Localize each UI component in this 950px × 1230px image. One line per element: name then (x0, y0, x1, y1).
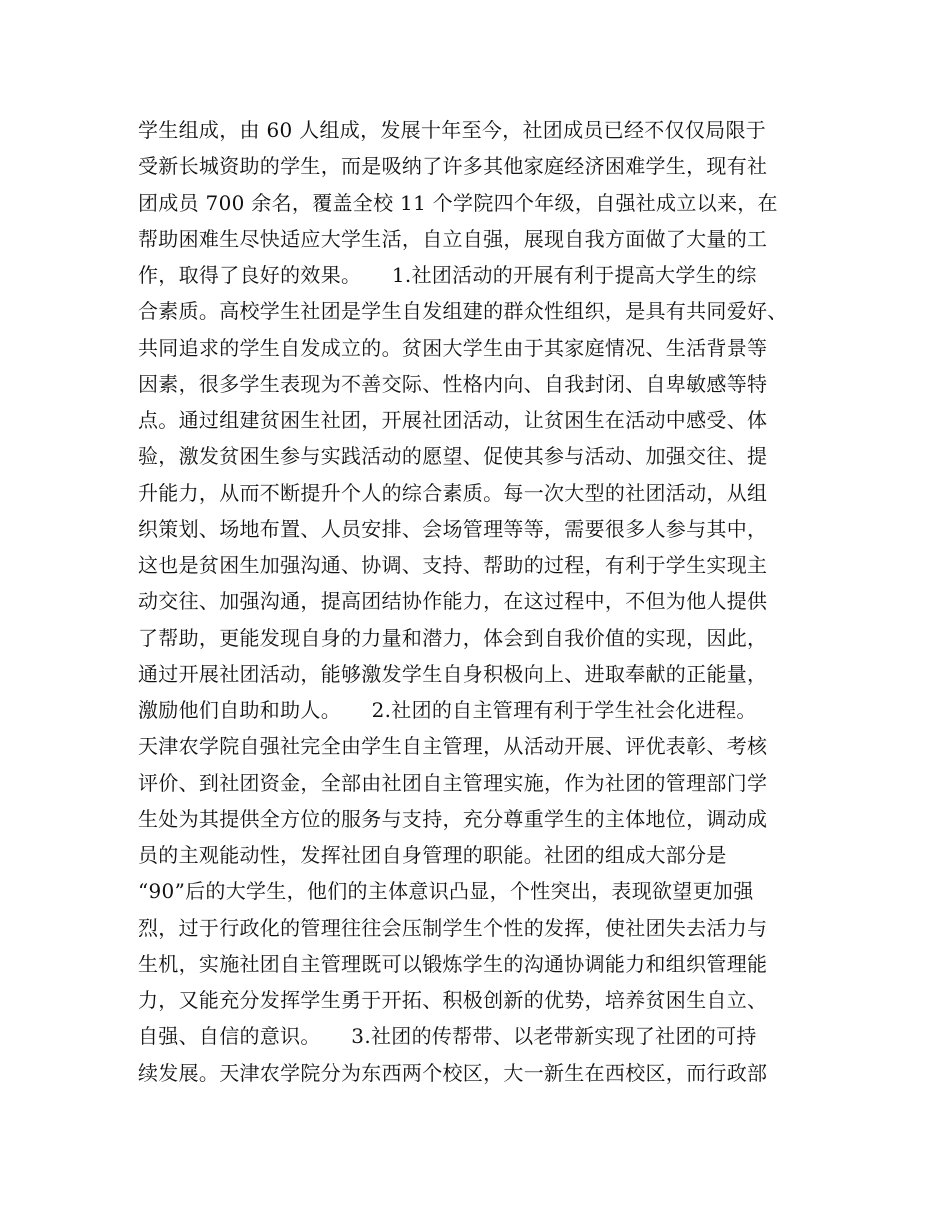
text-line: 因素，很多学生表现为不善交际、性格内向、自我封闭、自卑敏感等特 (138, 371, 768, 396)
text-line: 学生组成，由 60 人组成，发展十年至今，社团成员已经不仅仅局限于 (138, 118, 767, 142)
text-line: 生处为其提供全方位的服务与支持，充分尊重学生的主体地位，调动成 (138, 806, 768, 831)
text-line: 激励他们自助和助人。 2.社团的自主管理有利于学生社会化进程。 (138, 698, 757, 722)
text-line: 这也是贫困生加强沟通、协调、支持、帮助的过程，有利于学生实现主 (138, 553, 768, 577)
text-line: 通过开展社团活动，能够激发学生自身积极向上、进取奉献的正能量， (138, 661, 768, 686)
text-line: 生机，实施社团自主管理既可以锻炼学生的沟通协调能力和组织管理能 (138, 951, 768, 976)
text-line: 共同追求的学生自发成立的。贫困大学生由于其家庭情况、生活背景等 (138, 335, 768, 360)
text-line: 烈，过于行政化的管理往往会压制学生个性的发挥，使社团失去活力与 (138, 915, 768, 940)
text-line: 力，又能充分发挥学生勇于开拓、积极创新的优势，培养贫困生自立、 (138, 988, 768, 1012)
text-line: 自强、自信的意识。 3.社团的传帮带、以老带新实现了社团的可持 (138, 1024, 757, 1049)
text-line: “90”后的大学生，他们的主体意识凸显，个性突出，表现欲望更加强 (138, 879, 754, 904)
text-line: 升能力，从而不断提升个人的综合素质。每一次大型的社团活动，从组 (138, 480, 768, 505)
text-line: 帮助困难生尽快适应大学生活，自立自强，展现自我方面做了大量的工 (138, 226, 768, 251)
text-line: 评价、到社团资金，全部由社团自主管理实施，作为社团的管理部门学 (138, 770, 768, 795)
text-line: 作，取得了良好的效果。 1.社团活动的开展有利于提高大学生的综 (138, 263, 757, 287)
text-line: 员的主观能动性，发挥社团自身管理的职能。社团的组成大部分是 (138, 843, 727, 867)
text-line: 动交往、加强沟通，提高团结协作能力，在这过程中，不但为他人提供 (138, 589, 768, 614)
text-line: 验，激发贫困生参与实践活动的愿望、促使其参与活动、加强交往、提 (138, 444, 768, 469)
text-line: 天津农学院自强社完全由学生自主管理，从活动开展、评优表彰、考核 (138, 734, 768, 759)
text-line: 团成员 700 余名，覆盖全校 11 个学院四个年级，自强社成立以来，在 (138, 190, 778, 215)
text-line: 点。通过组建贫困生社团，开展社团活动，让贫困生在活动中感受、体 (138, 408, 768, 432)
text-line: 合素质。高校学生社团是学生自发组建的群众性组织，是具有共同爱好、 (138, 299, 788, 324)
text-line: 受新长城资助的学生，而是吸纳了许多其他家庭经济困难学生，现有社 (138, 154, 768, 179)
body-text (138, 112, 828, 1091)
text-line: 了帮助，更能发现自身的力量和潜力，体会到自我价值的实现，因此， (138, 625, 768, 650)
text-line: 续发展。天津农学院分为东西两个校区，大一新生在西校区，而行政部 (138, 1060, 768, 1085)
text-line: 织策划、场地布置、人员安排、会场管理等等，需要很多人参与其中， (138, 516, 768, 541)
